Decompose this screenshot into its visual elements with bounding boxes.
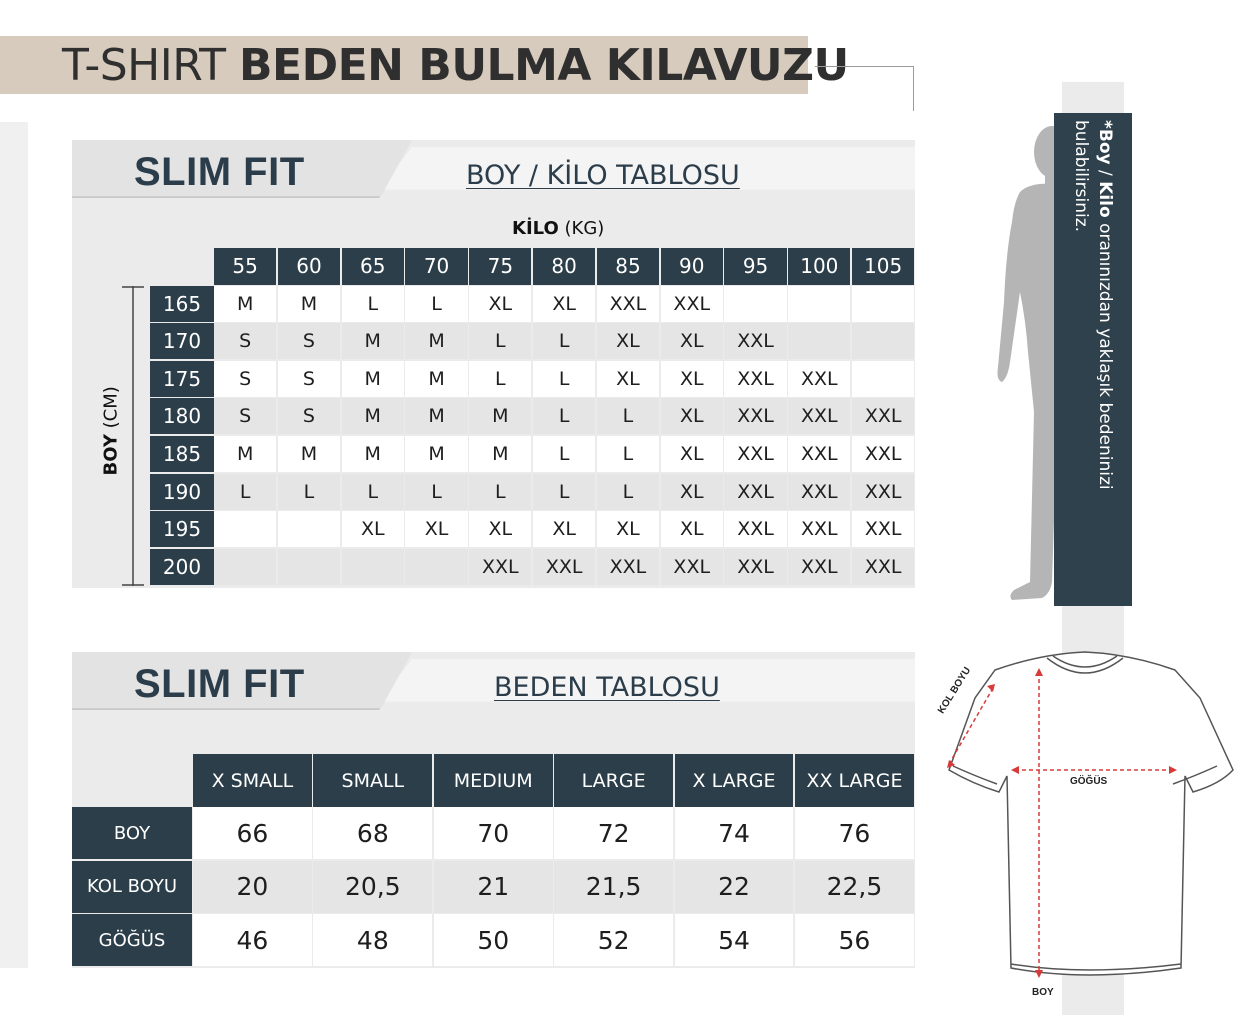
size-cell: XL [469, 286, 531, 322]
size-cell: XXL [533, 549, 595, 585]
size-cell: L [597, 436, 659, 472]
size-cell: XL [597, 361, 659, 397]
beden-panel [72, 652, 915, 968]
size-cell [852, 361, 914, 397]
measure-cell: 72 [554, 807, 673, 859]
measure-row-header: GÖĞÜS [72, 914, 192, 966]
measure-cell: 76 [795, 807, 914, 859]
size-cell: XL [661, 474, 723, 510]
size-cell: XXL [788, 474, 850, 510]
size-cell: XXL [788, 511, 850, 547]
size-cell: XXL [724, 436, 786, 472]
size-cell: L [533, 474, 595, 510]
boy-kilo-header [72, 140, 915, 198]
size-cell: L [469, 474, 531, 510]
measure-cell: 54 [675, 914, 794, 966]
size-cell: S [214, 323, 276, 359]
size-cell: XL [469, 511, 531, 547]
size-column-header: LARGE [554, 754, 673, 807]
measure-cell: 50 [434, 914, 553, 966]
size-cell [852, 323, 914, 359]
size-cell: M [214, 286, 276, 322]
boy-bold: BOY [100, 434, 122, 476]
weight-header: 105 [852, 248, 914, 285]
size-cell: XXL [852, 398, 914, 434]
measure-cell: 74 [675, 807, 794, 859]
size-column-header: SMALL [313, 754, 432, 807]
size-cell: S [278, 398, 340, 434]
size-cell: XL [405, 511, 467, 547]
size-cell: XXL [788, 361, 850, 397]
size-column-header: X SMALL [193, 754, 312, 807]
size-cell: M [469, 436, 531, 472]
size-column-header: X LARGE [675, 754, 794, 807]
size-cell: L [533, 436, 595, 472]
size-cell: XL [661, 436, 723, 472]
size-cell [278, 511, 340, 547]
page-title [62, 40, 849, 91]
boy-kilo-panel [72, 140, 915, 588]
size-cell: XXL [788, 436, 850, 472]
boy-bracket [122, 286, 144, 586]
size-cell: XXL [788, 549, 850, 585]
note-star: * [1095, 120, 1115, 129]
size-cell: XXL [724, 323, 786, 359]
note-rest: oranınızdan yaklaşık bedeninizi bulabilirsiniz. [1071, 120, 1115, 490]
height-header: 175 [150, 361, 214, 397]
size-cell: XL [661, 398, 723, 434]
size-cell: XL [342, 511, 404, 547]
weight-header: 90 [661, 248, 723, 285]
size-cell: S [278, 323, 340, 359]
size-cell: M [278, 436, 340, 472]
measure-cell: 66 [193, 807, 312, 859]
slim-fit-heading: SLIM FIT [134, 150, 305, 194]
beden-subheading: BEDEN TABLOSU [494, 672, 720, 703]
size-cell: XXL [852, 511, 914, 547]
measure-cell: 56 [795, 914, 914, 966]
weight-header: 95 [724, 248, 786, 285]
size-cell: M [405, 398, 467, 434]
size-cell [405, 549, 467, 585]
size-cell: M [342, 398, 404, 434]
size-cell: XL [533, 286, 595, 322]
size-cell [214, 549, 276, 585]
size-cell: L [597, 474, 659, 510]
size-cell: L [214, 474, 276, 510]
measure-cell: 20,5 [313, 861, 432, 913]
size-cell: XXL [724, 549, 786, 585]
kol-boyu-label: KOL BOYU [936, 665, 974, 716]
size-cell: XL [661, 511, 723, 547]
size-cell: XL [661, 323, 723, 359]
measure-cell: 22,5 [795, 861, 914, 913]
size-cell [788, 323, 850, 359]
measure-cell: 70 [434, 807, 553, 859]
kilo-axis-label [512, 218, 604, 239]
size-cell: XL [597, 511, 659, 547]
size-cell: L [342, 474, 404, 510]
size-cell [278, 549, 340, 585]
measure-cell: 20 [193, 861, 312, 913]
size-cell: S [278, 361, 340, 397]
kilo-bold: KİLO [512, 218, 559, 239]
size-cell: XXL [724, 511, 786, 547]
left-decor-strip [0, 122, 28, 968]
side-note-text [1069, 120, 1117, 600]
measure-row-header: KOL BOYU [72, 861, 192, 913]
size-cell: S [214, 398, 276, 434]
size-cell: XL [533, 511, 595, 547]
size-cell: XXL [788, 398, 850, 434]
measure-row-header: BOY [72, 807, 192, 859]
weight-header: 55 [214, 248, 276, 285]
weight-header: 85 [597, 248, 659, 285]
kilo-unit: (KG) [564, 218, 605, 239]
size-cell: L [533, 323, 595, 359]
title-connector-line [815, 66, 914, 111]
boy-axis-label [101, 386, 122, 476]
height-header: 195 [150, 511, 214, 547]
title-bold: BEDEN BULMA KILAVUZU [238, 40, 849, 91]
weight-header: 60 [278, 248, 340, 285]
size-cell: XXL [852, 474, 914, 510]
size-cell: XXL [852, 549, 914, 585]
height-header: 165 [150, 286, 214, 322]
size-cell: XXL [661, 549, 723, 585]
beden-header [72, 652, 915, 710]
size-cell: L [533, 398, 595, 434]
size-cell: L [278, 474, 340, 510]
size-cell: L [405, 286, 467, 322]
title-light: T-SHIRT [62, 40, 226, 91]
size-cell: S [214, 361, 276, 397]
size-cell [214, 511, 276, 547]
size-cell: M [405, 436, 467, 472]
size-cell: XL [597, 323, 659, 359]
note-boy: Boy [1095, 128, 1115, 165]
size-cell: XXL [597, 286, 659, 322]
gogus-label: GÖĞÜS [1070, 776, 1108, 787]
size-cell: L [342, 286, 404, 322]
size-cell: M [342, 436, 404, 472]
size-cell: L [405, 474, 467, 510]
boy-diagram-label: BOY [1032, 987, 1054, 998]
weight-header: 80 [533, 248, 595, 285]
size-cell [852, 286, 914, 322]
weight-header: 75 [469, 248, 531, 285]
size-cell: L [469, 361, 531, 397]
weight-header: 100 [788, 248, 850, 285]
measure-cell: 52 [554, 914, 673, 966]
size-cell: XXL [661, 286, 723, 322]
size-cell: M [342, 323, 404, 359]
size-cell [788, 286, 850, 322]
size-cell [724, 286, 786, 322]
size-cell: L [469, 323, 531, 359]
size-cell: XXL [724, 398, 786, 434]
measure-cell: 22 [675, 861, 794, 913]
height-header: 180 [150, 398, 214, 434]
size-cell: XXL [852, 436, 914, 472]
weight-header: 65 [342, 248, 404, 285]
tshirt-diagram [935, 648, 1240, 1003]
size-column-header: MEDIUM [434, 754, 553, 807]
measure-cell: 46 [193, 914, 312, 966]
size-cell [342, 549, 404, 585]
size-cell: XXL [724, 474, 786, 510]
size-cell: XXL [469, 549, 531, 585]
height-header: 185 [150, 436, 214, 472]
size-cell: M [214, 436, 276, 472]
size-cell: M [405, 361, 467, 397]
size-cell: M [278, 286, 340, 322]
size-cell: XXL [724, 361, 786, 397]
weight-header: 70 [405, 248, 467, 285]
height-header: 190 [150, 474, 214, 510]
height-header: 170 [150, 323, 214, 359]
boy-kilo-subheading: BOY / KİLO TABLOSU [466, 160, 740, 191]
height-header: 200 [150, 549, 214, 585]
size-cell: M [405, 323, 467, 359]
note-slash: / [1095, 164, 1115, 182]
measure-cell: 21,5 [554, 861, 673, 913]
boy-unit: (CM) [100, 386, 122, 429]
size-cell: XL [661, 361, 723, 397]
measure-cell: 68 [313, 807, 432, 859]
size-cell: L [597, 398, 659, 434]
size-cell: L [533, 361, 595, 397]
size-cell: M [469, 398, 531, 434]
measure-cell: 48 [313, 914, 432, 966]
measure-cell: 21 [434, 861, 553, 913]
size-cell: M [342, 361, 404, 397]
slim-fit-heading-2: SLIM FIT [134, 662, 305, 706]
note-kilo: Kilo [1095, 181, 1115, 218]
size-cell: XXL [597, 549, 659, 585]
size-column-header: XX LARGE [795, 754, 914, 807]
